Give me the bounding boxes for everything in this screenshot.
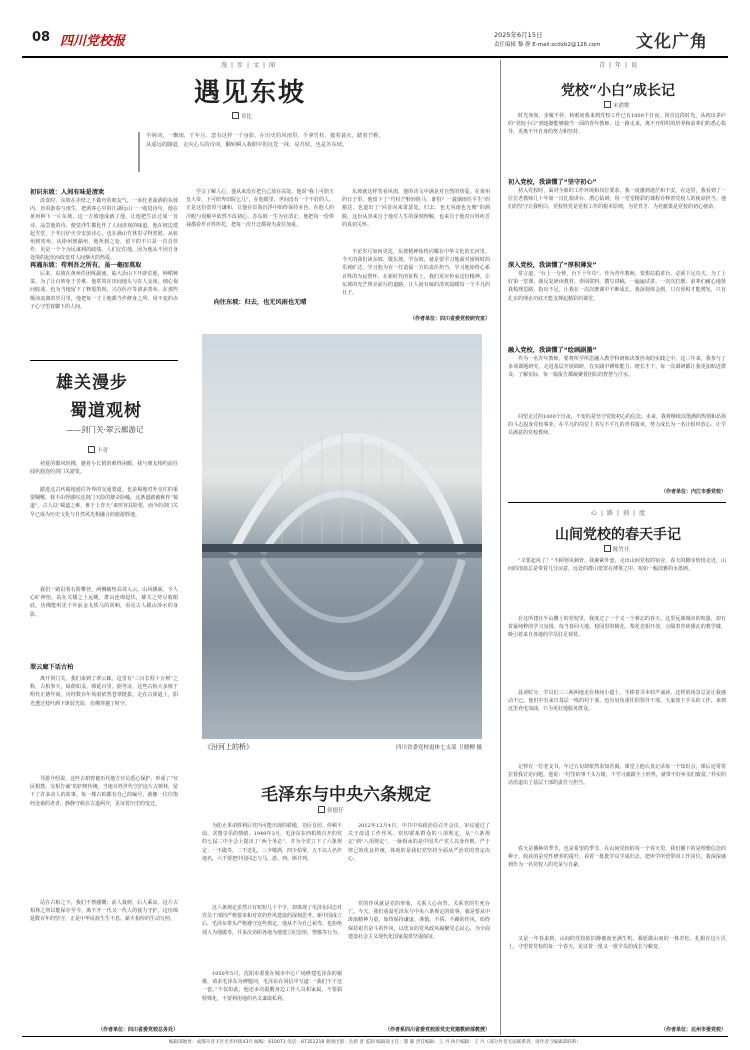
paragraph: 回望走过的1000个日夜，不变的是坚守党校初心的信念。未来，我将继续以饱满的热情和昂扬的斗志投身党校事业，在平凡的岗位上书写不平凡的青春篇章，努力成长为一名让组织放心、让学员满意的党校教师。	[508, 414, 726, 437]
subheading: 融入党校，我读懂了“绘画剧墨”	[508, 347, 597, 354]
paragraph: 在这所建在半山腰上的党校里，我度过了一个又一个难忘的春天。这里远离城市的喧嚣，却有着最纯粹的学习氛围。每当春回大地，校园里的桃花、梨花竞相开放，点缀着青砖黛瓦的教学楼，吸引着来自各地的学员驻足观赏。	[508, 616, 726, 639]
article-body-col2	[348, 822, 490, 1024]
paragraph: 离开剑门关，我们来到了翠云廊。这里有“三百长程十万树”之称，古柏参天，绿荫如盖，绵延百里。据考证，这些古柏大多植于明代正德年间，历经数百年风雨依然苍翠挺拔。走在古驿道上，阳光透过枝叶洒下斑驳光影，仿佛穿越了时空。	[30, 676, 178, 707]
bridge-illustration	[202, 334, 482, 739]
editor-info: 责任编辑 黎 静 E-mail:scdxb2@126.com	[494, 42, 601, 48]
article-author: 侯德仔	[318, 806, 344, 814]
paragraph: 又是一年春来到，山间的党校依旧静谧而充满生机。我愿做山间的一株青松，扎根在这片沃土，守望着党校的每一个春天，见证着一批又一批学员的成长与蜕变。	[508, 936, 726, 951]
paragraph: 常言道，“台上一分钟，台下十年功”。作为青年教师，要想站稳讲台，必须下足功夫。为了上好第一堂课，我反复研读教材、查阅资料、撰写讲稿，一遍遍试讲、一次次打磨。前辈们耐心地帮我梳理思路、指出不足，让我在一次次磨课中不断成长。我深刻体会到，只有厚积才能薄发，只有扎实的理论功底才能支撑起精彩的课堂。	[508, 271, 726, 302]
subheading: 向往东坡：归去，也无风雨也无晴	[213, 299, 307, 306]
paragraph: 党的作风就是党的形象，关系人心向背，关系党的生死存亡。今天，我们重温毛泽东与中央六条规定的故事，就是要从中汲取精神力量，始终保持谦虚、谨慎、不骄、不躁的作风，始终保持艰苦奋斗的作风，以优良的党风政风凝聚党心民心，为全面建设社会主义现代化国家提供坚强保证。	[348, 901, 490, 940]
article-source: （作者单位：内江市委党校）	[660, 489, 726, 495]
article-author: 章比	[232, 112, 252, 120]
article-source: （作者单位：四川省委党校总务处）	[97, 1027, 178, 1033]
paragraph: 2012年12月4日，中共中央政治局召开会议，审议通过了关于改进工作作风、密切联系群众的八项规定。从“六条规定”到“八项规定”，一脉相承的是中国共产党人以身作则、严于律己的优良传统，体现的是我们党坚持全面从严治党的坚定决心。	[348, 823, 490, 862]
article-intro-box	[138, 132, 384, 172]
paragraph: 淡食时，东坡在赤壁之下做舟的朋友气，一壶杜老油酒的东坡内，直看游春与雨生，把酒客心中的江湖远山一一收进诗句，他在黄州种下一片东坡，这一方坡地成就了他，让他把生活过成一首诗。品尝他的诗，便觉浮生都化作了人间清欢的味道。他在坡边建起雪堂，于冬日炉火旁安放诗心，也在满山竹林里寻得宽慰。从杭州到密州，从徐州到湖州，他所到之处，留下的不只是一首首佳作，更是一个个为民谋利的政绩。人们记住他，因为他从不因自身处境的起伏而改变对人间烟火的热爱。	[30, 198, 178, 261]
page-number: 08	[32, 30, 51, 45]
page-header	[22, 24, 728, 54]
bridge-photo	[202, 334, 482, 739]
article-body-col1	[30, 188, 178, 316]
paragraph: 东坡就这样笑看风雨，他的诗文中满是对自然的热爱。在黄州的日子里，他留下了“竹杖芒鞋轻胜马，谁怕？一蓑烟雨任平生”的豁达，也道出了“回首向来萧瑟处，归去，也无风雨也无晴”的洒脱。这份从容来自于他对人生的深刻理解，也来自于他对百姓疾苦的真切关怀。	[342, 189, 490, 228]
issue-date: 2025年6月15日	[494, 31, 543, 39]
article-body-col2	[186, 188, 334, 316]
article-title: 山间党校的春天手记	[555, 527, 681, 543]
article-body	[508, 112, 726, 487]
article-title	[30, 368, 178, 435]
photo-credit: 四川省委党校退休七支部 卫晓柳 摄	[396, 745, 482, 751]
paragraph: 导游介绍说，这些古柏曾被历代地方官员悉心保护，形成了“官民相禁，交相告诫”的护树传统。当地百姓世代守护这片古树林，留下了许多动人的故事。每一棵古柏都有自己的编号，就像一位位饱经沧桑的老者，静静守候在古道两旁，见证着历史的变迁。	[30, 776, 178, 807]
paragraph: 站在古柏之下，我们不禁感慨：前人栽树，后人乘凉。这片古柏林之所以能保存至今，离不开一代又一代人的接力守护。这份绵延数百年的坚守，正是中华民族生生不息、薪火相传的生动写照。	[30, 900, 178, 923]
paper-logo: 四川党校报	[60, 34, 126, 49]
article-title-line1: 雄关漫步	[56, 373, 128, 393]
paragraph: 我们一路沿着石阶攀登，两侧峭壁高耸入云，山风拂面，令人心旷神怡。站在关楼之上远眺，群山连绵起伏，雄关之势尽收眼底，仿佛能听见千年前金戈铁马的回响，看见古人跋山涉水的身影。	[30, 587, 178, 618]
paragraph: 不论岁月如何更迭，东坡精神始终闪耀在中华文化的长河里。今天的我们读东坡、敬东坡、学东坡，就是要学习他面对困境时的乐观旷达，学习他为官一任造福一方的责任担当，学习他始终心系百姓的为民情怀。在新时代的征程上，我们更应传承这份精神，让东坡的光芒照亮前行的道路，让人间有味的清欢温暖每一个平凡的日子。	[342, 249, 490, 297]
paragraph: 记得有一位老支书，年过五旬却依然求知若渴。课堂上他认真记录每一个知识点，课后还常常拉着我讨论问题。他说：“村里的事千头万绪，不学习就跟不上形势，就带不好乡亲们致富。”朴实的话语道出了基层干部的责任与担当。	[508, 764, 726, 787]
subheading: 深入党校，我读懂了“厚积薄发”	[508, 262, 597, 269]
article-title: 遇见东坡	[193, 78, 306, 108]
article-title: 毛泽东与中央六条规定	[261, 785, 431, 805]
paragraph: 为防止革命胜利后党内可能出现的骄傲、功臣自居、停顿不前、贪图享乐的情绪，1949年3月，毛泽东在西柏坡召开的党的七届二中全会上提出了“两个务必”，并为全党立下了六条规定：一不做寿，二不送礼，三少敬酒，四少拍掌，五不以人名作地名，六不要把中国同志与马、恩、列、斯并列。	[202, 823, 342, 862]
paragraph: 初入党校时，面对全新的工作环境和岗位要求，我一度感到迷茫和不安。在这里，我看到了一位位老教师几十年如一日扎根讲台、潜心钻研，用一堂堂精彩的课程诠释着党校人的使命担当。他们的坚守让我明白，党校姓党是党校工作的根本原则，为党育才、为党献策是党校的初心使命。	[508, 188, 726, 211]
footer-info: 编辑部地址：成都市青羊区光华村街43号 邮编：610073 电话：87351218 新闻出版：达新 普 监制 编辑部主任：黎 静 责任编辑：王 丹 执行编辑：王 丹（部分作者无法联系到，请作者与编辑部联系）	[169, 1040, 581, 1045]
subheading: 初识东坡：人间有味是清欢	[30, 189, 105, 196]
section-divider	[508, 502, 726, 503]
column-label-left: 漫|步|文|闻	[220, 62, 280, 69]
paragraph: 晨读时分，学员们三三两两地走在林间小道上，手捧着书本轻声诵读。这样的场景总是让我感动不已。他们中有来自基层一线的村干部，也有肩负重任的领导干部，大家放下手头的工作，来到这里充电加油，只为更好地服务群众。	[508, 690, 726, 713]
section-banner: 文化广角	[636, 32, 708, 52]
article-body-col1	[202, 822, 342, 1024]
article-title: 党校“小白”成长记	[560, 83, 676, 99]
paragraph: 时光匆匆，步履不停，转眼间我来到党校工作已有1000个日夜。回首这段时光，从初出茅庐的“党校小白”到逐渐能够独当一面的青年教师，这一路走来，离不开组织的培养和前辈们的悉心指导，更离不开自身的努力和坚持。	[508, 113, 726, 136]
article-author: 宋俞歌	[604, 101, 630, 109]
subheading: 初入党校，我读懂了“坚守初心”	[508, 179, 597, 186]
footer-rule	[22, 1036, 728, 1037]
column-label-right: 青|年|说	[598, 62, 642, 69]
paragraph: 1950年5月，沈阳市委要在城市中心广场修建毛泽东的铜像，请求毛泽东为碑题词，毛泽东在回信中写道：“我们不干这一套。”不仅如此，他还多次提醒身边工作人员和家属，不要搞特殊化，不要利用他的名义谋取私利。	[202, 971, 342, 1002]
article-source: （作者单位：四川省委党校研究室）	[409, 316, 490, 322]
section-divider	[30, 360, 178, 361]
paragraph: 作为一名青年教师，要将所学所思融入教学科研和决策咨询的实践之中。这三年来，我参与了多项课题研究，走进基层开展调研，在实践中锤炼能力、增长才干。每一次调研都让我更加贴近群众、了解实际，每一篇报告都凝聚着团队的智慧与汗水。	[508, 356, 726, 379]
article-source: （作者单位：达州市委党校）	[660, 1027, 726, 1033]
paragraph: 这六条规定虽然只有短短几十个字，却体现了毛泽东同志对党员干部的严格要求和对党的作风建设的深刻思考。新中国成立后，毛泽东带头严格遵守这些规定，他从不为自己祝寿，也拒绝别人为他做寿，并多次劝阻各地为他建立纪念馆、塑像等行为。	[202, 905, 342, 936]
paragraph: 踏进这古代蜀地通往外界的交通要道，也是蜀地对外交往的重要咽喉，我不由得感叹这剑门天险的雄奇险峻。这条道路被称作“蜀道”，古人以“蜀道之难，难于上青天”来形容其险要，而今的剑门关早已成为历史文化与自然风光相融合的旅游胜地。	[30, 487, 178, 518]
subheading: 再遇东坡：苟利吾之所有，虽一毫而莫取	[30, 262, 142, 269]
column-divider	[500, 60, 501, 1035]
article-source: （作者系四川省委党校原党史党建教研部教授）	[384, 1027, 490, 1033]
paragraph: 初夏的微风轻拂，趁着小长假的难得闲暇，我与朋友相约前往闻名遐迩的剑门关游览。	[30, 461, 178, 476]
article-subtitle: ——剑门关·翠云廊游记	[66, 425, 144, 434]
paragraph: 春天是播种的季节，也是希望的季节。在山间党校的每一个春天里，我们播下的是理想信念的种子，收获的是党性修养的提升。看着一批批学员学成归去，把所学所悟带回工作岗位，我深深感到作为一名党校人的光荣与自豪。	[508, 846, 726, 869]
article-intro: 半阕词，一飘雨，千年月。忽有这样一个身影，在历史的风雨里，手拿竹杖、披着蓑衣，踏着芒鞋，从遥远的隧道，走向心头的诗词，翻转瞬入我眼中的这苍一抹，是苏轼，也是苏东坡。	[146, 133, 384, 148]
subheading: 翠云廊下话古柏	[30, 664, 74, 671]
article-author: 卜青	[88, 446, 108, 454]
column-label-right2: 心|路|刻|度	[590, 510, 650, 517]
header-rule	[22, 56, 728, 58]
article-body	[30, 460, 178, 1025]
photo-caption: 《汾河上的桥》	[204, 743, 253, 751]
paragraph: 学会了解人心，他从来没有把自己放在高处。他说“我上可陪玉皇大帝，下可陪卑田院乞儿”，在他眼里，世间没有一个不好的人。正是这份宽厚与谦和，让他在宦海沉浮中始终保持本色，在他人的冷眼与误解中依然不改初心。苏东坡一生为官清正，他把每一份俸禄都看作百姓所托，把每一次升迁都视为责任加重。	[186, 189, 334, 228]
paragraph: “又要起风了！”不顾寒风刺骨，我裹紧外套，走出山间党校的宿舍。春天的脚步悄悄走近，山间的清晨总是带着几分凉意，远处的群山笼罩在薄雾之中，宛如一幅淡雅的水墨画。	[508, 558, 726, 573]
paragraph: 后来，东坡在黄州任团练副使，临大冶山下开辟荒地，种稻种菜。为了让百姓免于苦难，他常常在田间地头与农人交谈，细心询问收成，也为当地留下了修堤筑坝、兴办医疗等诸多善举。在那些颠沛流离的岁月里，他把每一寸土地都当作修身之所，用不变的赤子心守望着脚下的人间。	[30, 271, 178, 310]
article-author: 陈竹开	[604, 545, 630, 553]
article-body	[508, 557, 726, 1023]
article-title-line2: 蜀道观树	[70, 401, 142, 421]
article-body-col3	[342, 188, 490, 316]
